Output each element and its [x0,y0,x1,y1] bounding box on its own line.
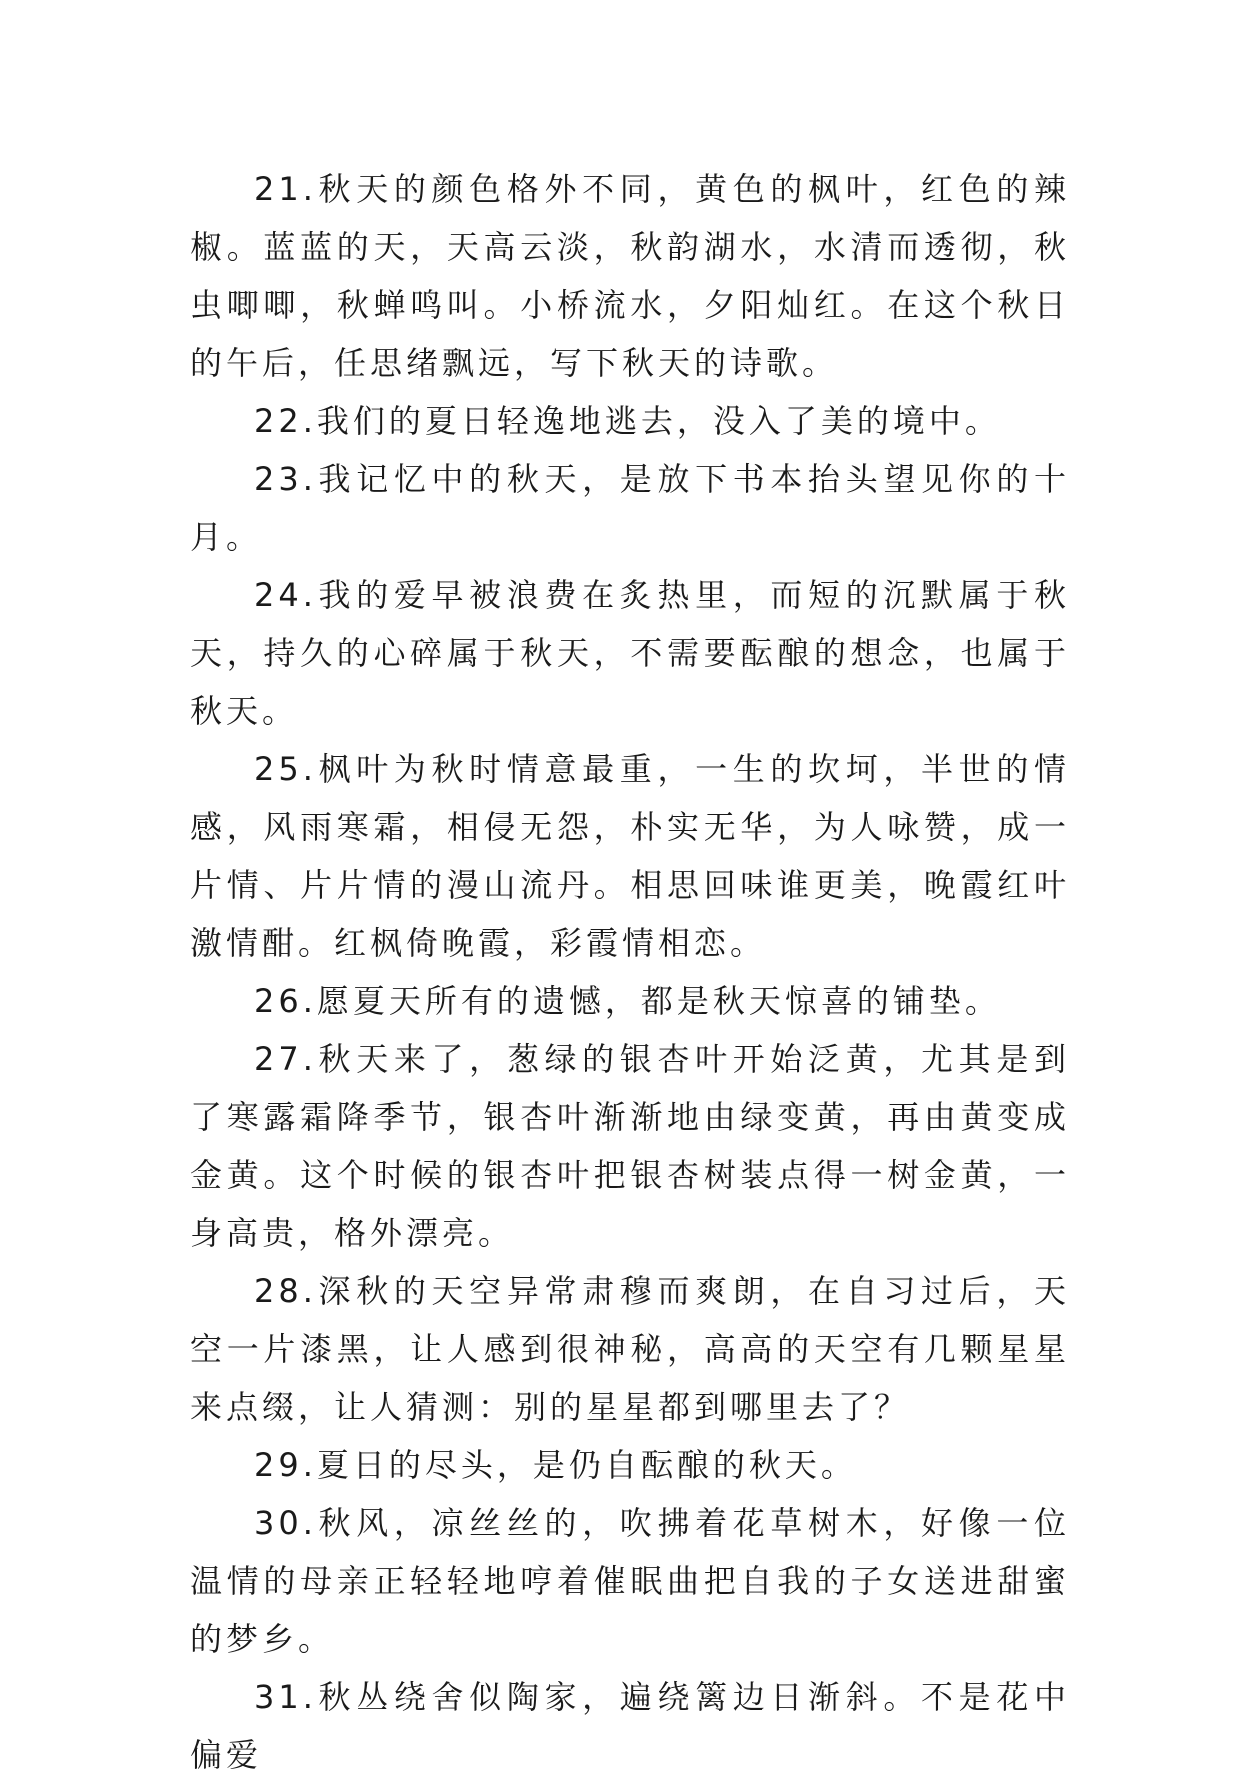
paragraph-31: 31.秋丛绕舍似陶家，遍绕篱边日渐斜。不是花中偏爱 [190,1678,1070,1774]
paragraph-21: 21.秋天的颜色格外不同，黄色的枫叶，红色的辣椒。蓝蓝的天，天高云淡，秋韵湖水，水清而透彻，秋虫唧唧，秋蝉鸣叫。小桥流水，夕阳灿红。在这个秋日的午后，任思绪飘远，写下秋天的诗歌。 [190,170,1070,382]
paragraph-23: 23.我记忆中的秋天，是放下书本抬头望见你的十月。 [190,460,1070,556]
paragraph-26: 26.愿夏天所有的遗憾，都是秋天惊喜的铺垫。 [254,982,1001,1020]
paragraph-24: 24.我的爱早被浪费在炙热里，而短的沉默属于秋天，持久的心碎属于秋天，不需要酝酿的想念，也属于秋天。 [190,576,1070,730]
document-body [190,160,1070,1784]
paragraph-28: 28.深秋的天空异常肃穆而爽朗，在自习过后，天空一片漆黑，让人感到很神秘，高高的天空有几颗星星来点缀，让人猜测：别的星星都到哪里去了？ [190,1272,1070,1426]
paragraph-29: 29.夏日的尽头，是仍自酝酿的秋天。 [254,1446,857,1484]
paragraph-27: 27.秋天来了，葱绿的银杏叶开始泛黄，尤其是到了寒露霜降季节，银杏叶渐渐地由绿变黄，再由黄变成金黄。这个时候的银杏叶把银杏树装点得一树金黄，一身高贵，格外漂亮。 [190,1040,1070,1252]
paragraph-22: 22.我们的夏日轻逸地逃去，没入了美的境中。 [254,402,1001,440]
paragraph-30: 30.秋风，凉丝丝的，吹拂着花草树木，好像一位温情的母亲正轻轻地哼着催眠曲把自我的子女送进甜蜜的梦乡。 [190,1504,1070,1658]
paragraph-25: 25.枫叶为秋时情意最重，一生的坎坷，半世的情感，风雨寒霜，相侵无怨，朴实无华，为人咏赞，成一片情、片片情的漫山流丹。相思回味谁更美，晚霞红叶激情酣。红枫倚晚霞，彩霞情相恋。 [190,750,1070,962]
